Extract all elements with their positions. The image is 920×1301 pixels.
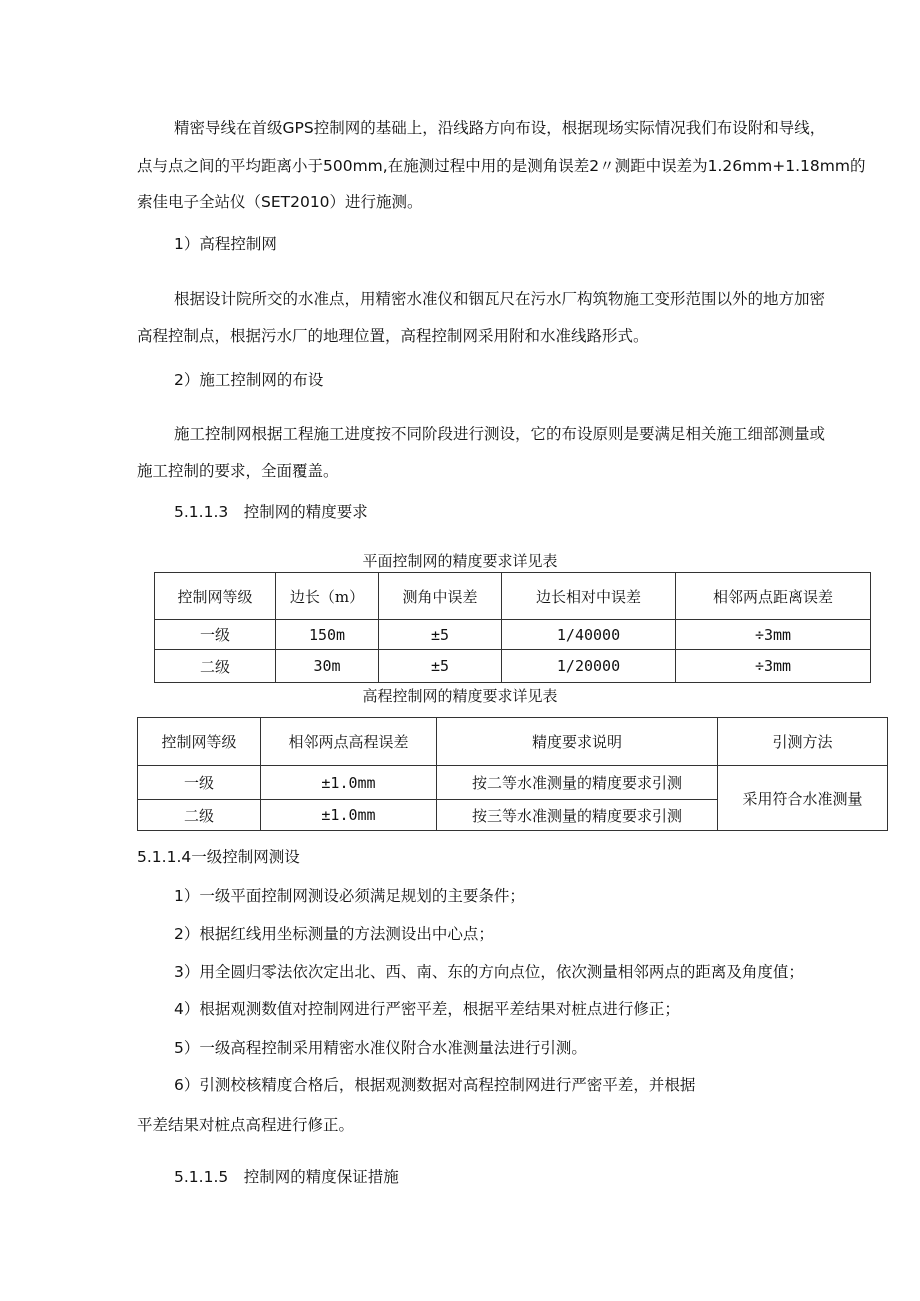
table-cell: ±5	[379, 650, 502, 683]
list-item-continuation: 平差结果对桩点高程进行修正。	[137, 1116, 355, 1134]
table-cell: 150m	[276, 620, 379, 650]
table-cell-method: 采用符合水准测量	[718, 766, 888, 831]
table-header-cell: 测角中误差	[379, 573, 502, 620]
table-cell: 按二等水准测量的精度要求引测	[437, 766, 718, 800]
paragraph-line: 精密导线在首级GPS控制网的基础上，沿线路方向布设，根据现场实际情况我们布设附和导线，	[174, 119, 826, 137]
section-heading: 5.1.1.3 控制网的精度要求	[174, 503, 368, 521]
table-header-row	[155, 573, 871, 620]
table2-caption: 高程控制网的精度要求详见表	[362, 687, 558, 705]
table-header-cell: 相邻两点高程误差	[261, 718, 437, 766]
list-item: 2）根据红线用坐标测量的方法测设出中心点；	[174, 925, 494, 943]
table-cell: 1/20000	[502, 650, 676, 683]
table-header-cell: 控制网等级	[138, 718, 261, 766]
list-item: 3）用全圆归零法依次定出北、西、南、东的方向点位，依次测量相邻两点的距离及角度值；	[174, 963, 804, 981]
table-cell: 二级	[155, 650, 276, 683]
section-heading: 5.1.1.5 控制网的精度保证措施	[174, 1168, 399, 1186]
table-cell: 30m	[276, 650, 379, 683]
table-row	[155, 650, 871, 683]
paragraph-line: 点与点之间的平均距离小于500mm,在施测过程中用的是测角误差2〃测距中误差为1.26mm+1.18mm的	[137, 157, 866, 175]
table-header-cell: 边长（m）	[276, 573, 379, 620]
table-row	[155, 620, 871, 650]
table-header-cell: 精度要求说明	[437, 718, 718, 766]
elevation-control-table	[137, 717, 888, 831]
paragraph-line: 高程控制点，根据污水厂的地理位置，高程控制网采用附和水准线路形式。	[137, 327, 649, 345]
section-heading: 2）施工控制网的布设	[174, 371, 324, 389]
table-row	[138, 766, 888, 800]
list-item: 1）一级平面控制网测设必须满足规划的主要条件；	[174, 887, 525, 905]
list-item: 5）一级高程控制采用精密水准仪附合水准测量法进行引测。	[174, 1039, 587, 1057]
table1-caption: 平面控制网的精度要求详见表	[362, 552, 558, 570]
table-cell: ÷3mm	[676, 650, 871, 683]
paragraph-line: 施工控制的要求，全面覆盖。	[137, 462, 339, 480]
table-cell: ±1.0mm	[261, 800, 437, 831]
table-cell: ÷3mm	[676, 620, 871, 650]
table-cell: 按三等水准测量的精度要求引测	[437, 800, 718, 831]
table-header-cell: 边长相对中误差	[502, 573, 676, 620]
table-header-row	[138, 718, 888, 766]
paragraph-line: 根据设计院所交的水准点，用精密水准仪和铟瓦尺在污水厂构筑物施工变形范围以外的地方加密	[174, 290, 826, 308]
section-heading: 5.1.1.4一级控制网测设	[137, 848, 300, 866]
table-cell: 一级	[138, 766, 261, 800]
paragraph-line: 施工控制网根据工程施工进度按不同阶段进行测设，它的布设原则是要满足相关施工细部测量或	[174, 425, 826, 443]
table-cell: 一级	[155, 620, 276, 650]
table-header-cell: 相邻两点距离误差	[676, 573, 871, 620]
table-cell: 二级	[138, 800, 261, 831]
section-heading: 1）高程控制网	[174, 235, 277, 253]
list-item: 4）根据观测数值对控制网进行严密平差，根据平差结果对桩点进行修正；	[174, 1000, 680, 1018]
list-item: 6）引测校核精度合格后，根据观测数据对高程控制网进行严密平差，并根据	[174, 1076, 696, 1094]
table-cell: 1/40000	[502, 620, 676, 650]
plane-control-table	[154, 572, 871, 683]
table-cell: ±5	[379, 620, 502, 650]
table-cell: ±1.0mm	[261, 766, 437, 800]
paragraph-line: 索佳电子全站仪（SET2010）进行施测。	[137, 193, 423, 211]
table-header-cell: 引测方法	[718, 718, 888, 766]
table-header-cell: 控制网等级	[155, 573, 276, 620]
